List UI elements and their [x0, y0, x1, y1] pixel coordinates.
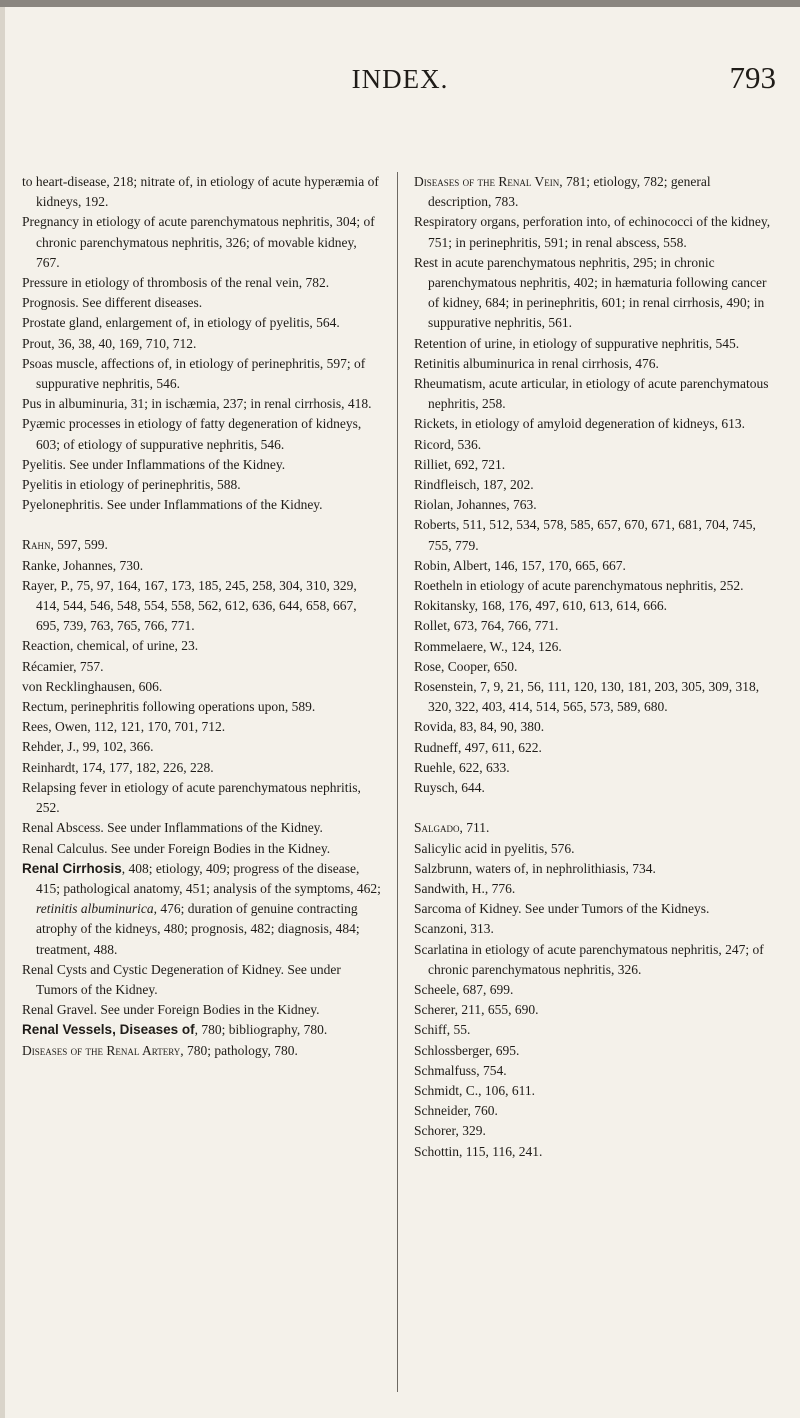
index-entry	[22, 717, 382, 737]
index-entry	[22, 172, 382, 212]
index-entry	[414, 778, 776, 798]
entry-text: Rectum, perinephritis following operations upon, 589.	[22, 699, 316, 715]
entry-heading: Diseases of the Renal Artery	[22, 1042, 181, 1058]
section-gap	[22, 515, 382, 535]
entry-heading: Renal Cirrhosis	[22, 860, 122, 876]
section-gap	[414, 798, 776, 818]
entry-text: Psoas muscle, affections of, in etiology of perinephritis, 597; of suppurative nephritis, 546.	[22, 355, 366, 392]
entry-text: Récamier, 757.	[22, 658, 104, 674]
index-entry	[414, 940, 776, 980]
index-entry	[414, 556, 776, 576]
entry-text: Ruehle, 622, 633.	[414, 759, 510, 775]
entry-text: Prognosis. See different diseases.	[22, 295, 203, 311]
entry-text: Ricord, 536.	[414, 436, 482, 452]
index-entry	[414, 212, 776, 252]
index-entry	[22, 1000, 382, 1020]
entry-text: Ruysch, 644.	[414, 780, 485, 796]
index-entry	[22, 737, 382, 757]
entry-text: Roberts, 511, 512, 534, 578, 585, 657, 670, 671, 681, 704, 745, 755, 779.	[414, 517, 756, 553]
entry-text: Rovida, 83, 84, 90, 380.	[414, 719, 545, 735]
entry-text: Rilliet, 692, 721.	[414, 456, 506, 472]
entry-text: Rickets, in etiology of amyloid degeneration of kidneys, 613.	[414, 416, 746, 432]
entry-text: Roetheln in etiology of acute parenchymatous nephritis, 252.	[414, 578, 744, 594]
index-entry	[22, 334, 382, 354]
entry-text: Rehder, J., 99, 102, 366.	[22, 739, 154, 755]
entry-text: Scarlatina in etiology of acute parenchymatous nephritis, 247; of chronic parenchymatous nephritis, 326.	[414, 941, 764, 977]
entry-text: Pregnancy in etiology of acute parenchymatous nephritis, 304; of chronic parenchymatous nephritis, 326; of movable kidney, 767.	[22, 214, 375, 270]
index-entry	[414, 1041, 776, 1061]
entry-text: Schlossberger, 695.	[414, 1042, 520, 1058]
index-entry	[414, 576, 776, 596]
index-entry	[414, 980, 776, 1000]
entry-text: Pressure in etiology of thrombosis of the renal vein, 782.	[22, 275, 330, 291]
entry-text: Rees, Owen, 112, 121, 170, 701, 712.	[22, 719, 226, 735]
entry-text: Pus in albuminuria, 31; in ischæmia, 237; in renal cirrhosis, 418.	[22, 396, 372, 412]
index-entry	[414, 758, 776, 778]
index-entry	[22, 394, 382, 414]
index-entry	[22, 636, 382, 656]
index-entry	[22, 535, 382, 555]
entry-text-tail: , 476; duration of genuine contracting atrophy of the kidneys, 480; prognosis, 482; diagnosis, 484; treatment, 488.	[36, 901, 360, 957]
entry-text: Renal Gravel. See under Foreign Bodies in the Kidney.	[22, 1002, 320, 1018]
index-entry	[414, 1061, 776, 1081]
index-entry	[414, 818, 776, 838]
index-entry	[414, 354, 776, 374]
entry-text: Retention of urine, in etiology of suppurative nephritis, 545.	[414, 335, 740, 351]
page-edge-shadow	[0, 0, 5, 1418]
index-entry	[414, 455, 776, 475]
entry-text: Renal Cysts and Cystic Degeneration of Kidney. See under Tumors of the Kidney.	[22, 961, 341, 997]
column-divider	[397, 172, 398, 1392]
index-entry	[414, 919, 776, 939]
index-entry	[414, 374, 776, 414]
entry-text: Reaction, chemical, of urine, 23.	[22, 638, 199, 654]
entry-text: Pyelitis. See under Inflammations of the Kidney.	[22, 456, 286, 472]
entry-text: Sarcoma of Kidney. See under Tumors of the Kidneys.	[414, 901, 710, 917]
index-entry	[22, 556, 382, 576]
right-index-column	[414, 172, 776, 1162]
index-entry	[414, 839, 776, 859]
entry-text: Schorer, 329.	[414, 1123, 486, 1139]
index-entry	[414, 596, 776, 616]
entry-text: , 408; etiology, 409; progress of the disease, 415; pathological anatomy, 451; analysis of the symptoms, 462;	[36, 860, 381, 896]
entry-text: , 781; etiology, 782; general description, 783.	[428, 174, 711, 210]
index-entry	[22, 697, 382, 717]
index-entry	[414, 435, 776, 455]
index-entry	[414, 637, 776, 657]
entry-text: Salzbrunn, waters of, in nephrolithiasis, 734.	[414, 860, 656, 876]
index-entry	[22, 212, 382, 273]
entry-text: Scanzoni, 313.	[414, 921, 494, 937]
entry-text: to heart-disease, 218; nitrate of, in etiology of acute hyperæmia of kidneys, 192.	[22, 174, 379, 210]
index-entry	[414, 899, 776, 919]
index-entry	[414, 334, 776, 354]
page-number: 793	[729, 60, 776, 95]
entry-text: , 597, 599.	[50, 537, 108, 553]
index-entry	[414, 657, 776, 677]
index-entry	[414, 717, 776, 737]
index-entry	[414, 1142, 776, 1162]
entry-text: von Recklinghausen, 606.	[22, 678, 163, 694]
index-entry	[22, 576, 382, 637]
index-entry	[22, 677, 382, 697]
index-entry	[414, 515, 776, 555]
index-entry	[414, 1020, 776, 1040]
index-entry	[22, 1041, 382, 1061]
entry-text: Schiff, 55.	[414, 1022, 471, 1038]
entry-text: Rayer, P., 75, 97, 164, 167, 173, 185, 245, 258, 304, 310, 329, 414, 544, 546, 548, 554, 558, 562, 612, 636, 644, 658, 667, 695, 739, 763, 765, 766, 771.	[22, 577, 357, 634]
entry-text: Reinhardt, 174, 177, 182, 226, 228.	[22, 759, 214, 775]
index-entry	[22, 455, 382, 475]
entry-heading: Diseases of the Renal Vein	[414, 174, 560, 189]
index-entry	[414, 879, 776, 899]
index-entry	[22, 475, 382, 495]
entry-text: Salicylic acid in pyelitis, 576.	[414, 840, 575, 856]
entry-text: , 711.	[459, 820, 490, 836]
index-entry	[22, 960, 382, 1000]
index-entry	[414, 1101, 776, 1121]
entry-text: Pyæmic processes in etiology of fatty degeneration of kidneys, 603; of etiology of suppurative nephritis, 546.	[22, 416, 362, 452]
entry-text: Schottin, 115, 116, 241.	[414, 1143, 543, 1159]
index-entry	[22, 273, 382, 293]
entry-heading: Rahn	[22, 537, 51, 553]
entry-text: Schmalfuss, 754.	[414, 1062, 507, 1078]
entry-text: Rindfleisch, 187, 202.	[414, 477, 534, 493]
entry-text: Ranke, Johannes, 730.	[22, 557, 144, 573]
entry-text: Prostate gland, enlargement of, in etiology of pyelitis, 564.	[22, 315, 340, 331]
index-entry	[22, 859, 382, 960]
entry-text: Rommelaere, W., 124, 126.	[414, 638, 562, 654]
index-entry	[414, 172, 776, 212]
index-entry	[22, 778, 382, 818]
index-entry	[414, 495, 776, 515]
entry-heading: Salgado	[414, 820, 460, 836]
entry-text: Riolan, Johannes, 763.	[414, 497, 537, 513]
entry-text: Rollet, 673, 764, 766, 771.	[414, 618, 559, 634]
entry-text: Scherer, 211, 655, 690.	[414, 1002, 539, 1018]
entry-text: , 780; pathology, 780.	[180, 1042, 298, 1058]
entry-text: Renal Calculus. See under Foreign Bodies in the Kidney.	[22, 840, 331, 856]
index-entry	[22, 657, 382, 677]
entry-text: , 780; bibliography, 780.	[194, 1022, 328, 1038]
index-entry	[414, 475, 776, 495]
index-entry	[22, 495, 382, 515]
entry-italic-term: retinitis albuminurica	[36, 901, 154, 917]
entry-text: Pyelonephritis. See under Inflammations of the Kidney.	[22, 497, 323, 513]
index-entry	[414, 738, 776, 758]
entry-text: Retinitis albuminurica in renal cirrhosis, 476.	[414, 355, 659, 371]
index-entry	[22, 313, 382, 333]
left-index-column	[22, 172, 382, 1061]
index-entry	[22, 414, 382, 454]
entry-text: Relapsing fever in etiology of acute parenchymatous nephritis, 252.	[22, 779, 361, 816]
page-title: INDEX.	[351, 64, 449, 94]
entry-heading: Renal Vessels, Diseases of	[22, 1022, 195, 1038]
index-entry	[414, 616, 776, 636]
entry-text: Rudneff, 497, 611, 622.	[414, 739, 542, 755]
index-entry	[414, 859, 776, 879]
index-entry	[414, 1121, 776, 1141]
entry-text: Rheumatism, acute articular, in etiology of acute parenchymatous nephritis, 258.	[414, 376, 769, 412]
index-entry	[414, 253, 776, 334]
entry-text: Pyelitis in etiology of perinephritis, 588.	[22, 477, 241, 493]
index-entry	[414, 1000, 776, 1020]
entry-text: Rokitansky, 168, 176, 497, 610, 613, 614, 666.	[414, 598, 667, 614]
index-entry	[22, 758, 382, 778]
index-entry	[22, 293, 382, 313]
entry-text: Sandwith, H., 776.	[414, 880, 516, 896]
top-border	[0, 0, 800, 7]
index-entry	[22, 354, 382, 394]
entry-text: Rose, Cooper, 650.	[414, 658, 518, 674]
index-entry	[22, 818, 382, 838]
entry-text: Schmidt, C., 106, 611.	[414, 1082, 536, 1098]
entry-text: Rosenstein, 7, 9, 21, 56, 111, 120, 130, 181, 203, 305, 309, 318, 320, 322, 403, 414, 514, 565, 573, 589, 680.	[414, 679, 760, 715]
index-entry	[22, 1020, 382, 1040]
entry-text: Schneider, 760.	[414, 1103, 498, 1119]
entry-text: Renal Abscess. See under Inflammations of the Kidney.	[22, 820, 323, 836]
entry-text: Scheele, 687, 699.	[414, 981, 514, 997]
index-entry	[414, 677, 776, 717]
entry-text: Prout, 36, 38, 40, 169, 710, 712.	[22, 335, 197, 351]
running-head	[0, 60, 800, 100]
index-entry	[22, 839, 382, 859]
index-entry	[414, 1081, 776, 1101]
index-entry	[414, 414, 776, 434]
entry-text: Rest in acute parenchymatous nephritis, 295; in chronic parenchymatous nephritis, 402; in hæmaturia following cancer of kidney, 684; in perinephritis, 601; in renal cirrhosis, 490; in suppurative nephritis, 561.	[414, 254, 767, 331]
entry-text: Respiratory organs, perforation into, of echinococci of the kidney, 751; in perinephritis, 591; in renal abscess, 558.	[414, 214, 771, 250]
entry-text: Robin, Albert, 146, 157, 170, 665, 667.	[414, 557, 626, 573]
